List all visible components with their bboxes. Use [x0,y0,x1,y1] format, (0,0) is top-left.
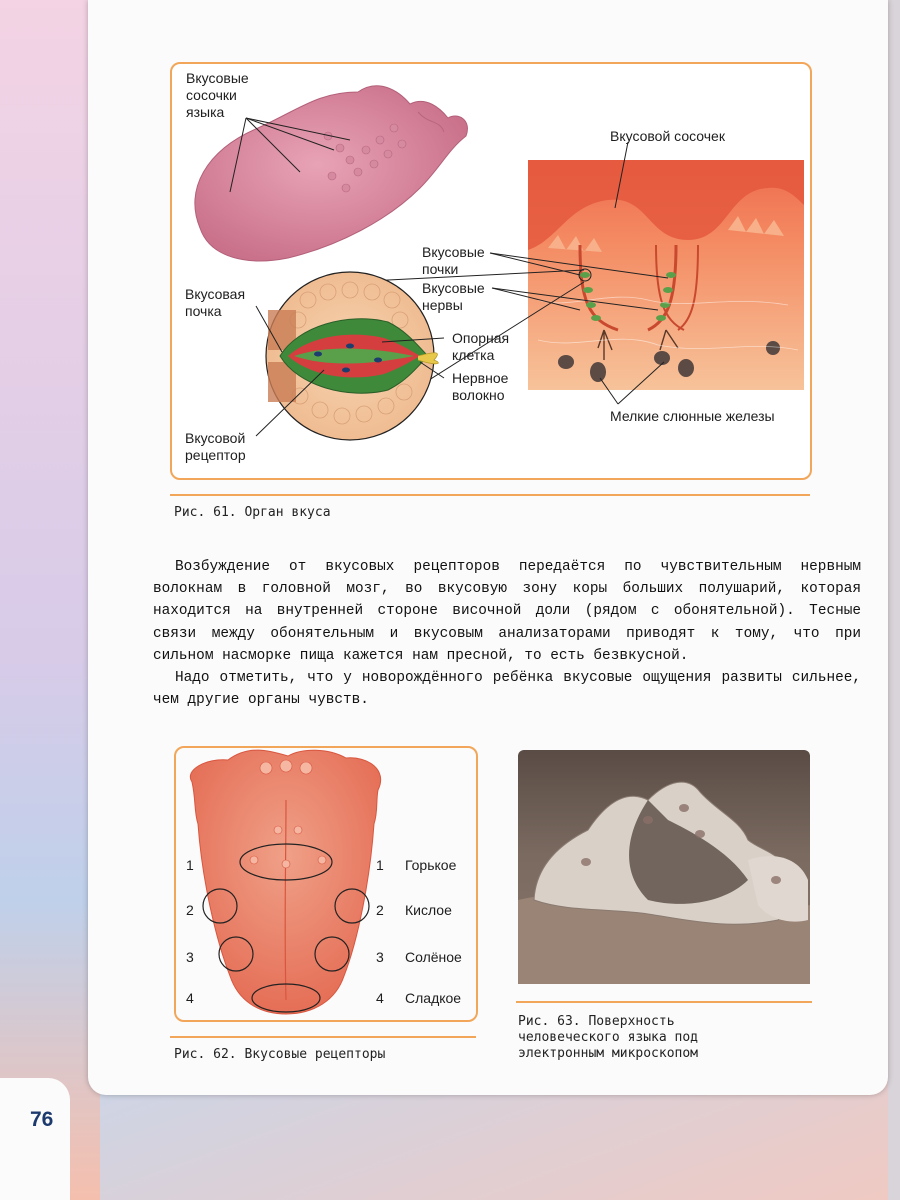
page-number-tab [0,1078,70,1200]
label-nerve-fiber: Нервное волокно [452,370,509,403]
zone-1-right: 1 [376,857,384,873]
tissue-section [528,160,804,390]
taste-sweet: Сладкое [405,990,462,1006]
zone-3-right: 3 [376,949,384,965]
body-text [153,556,861,711]
page-number: 76 [30,1108,54,1131]
zone-4-right: 4 [376,990,384,1006]
taste-salty: Солёное [405,949,462,965]
zone-4-left: 4 [186,990,194,1006]
label-taste-papilla: Вкусовой сосочек [610,128,725,144]
figure-62-caption-rule [170,1036,476,1038]
taste-sour: Кислое [405,902,452,918]
paragraph-2: Надо отметить, что у новорождённого ребёнка вкусовые ощущения развиты сильнее, чем другие органы чувств. [153,670,861,709]
label-papillae-tongue: Вкусовые сосочки языка [186,70,249,120]
figure-63-sem-image [518,750,810,984]
figure-62-caption: Рис. 62. Вкусовые рецепторы [174,1047,386,1062]
figure-61-caption-rule [170,494,810,496]
figure-61-caption: Рис. 61. Орган вкуса [174,505,331,520]
page-edge [888,0,900,1200]
label-salivary-glands: Мелкие слюнные железы [610,408,775,424]
zone-2-left: 2 [186,902,194,918]
zone-3-left: 3 [186,949,194,965]
zone-1-left: 1 [186,857,194,873]
label-taste-buds: Вкусовые почки [422,244,485,277]
background-left [0,0,100,1200]
label-taste-bud: Вкусовая почка [185,286,246,319]
paragraph-1: Возбуждение от вкусовых рецепторов передаётся по чувствительным нервным волокнам в головной мозг, во вкусовую зону коры больших полушарий, которая находится на внутренней стороне височной доли (рядом с обонятельной). Тесные связи между обонятельным и вкусовым анализаторами приводят к тому, что при сильном насморке пища кажется нам пресной, то есть безвкусной. [153,559,861,664]
figure-62-frame [174,746,478,1022]
textbook-page [88,0,888,1095]
label-support-cell: Опорная клетка [452,330,510,363]
label-taste-nerves: Вкусовые нервы [422,280,485,313]
taste-bitter: Горькое [405,857,457,873]
label-taste-receptor: Вкусовой рецептор [185,430,246,463]
figure-63-caption: Рис. 63. Поверхность человеческого языка под электронным микроскопом [518,1014,699,1061]
zone-2-right: 2 [376,902,384,918]
figure-63-caption-rule [516,1001,812,1003]
